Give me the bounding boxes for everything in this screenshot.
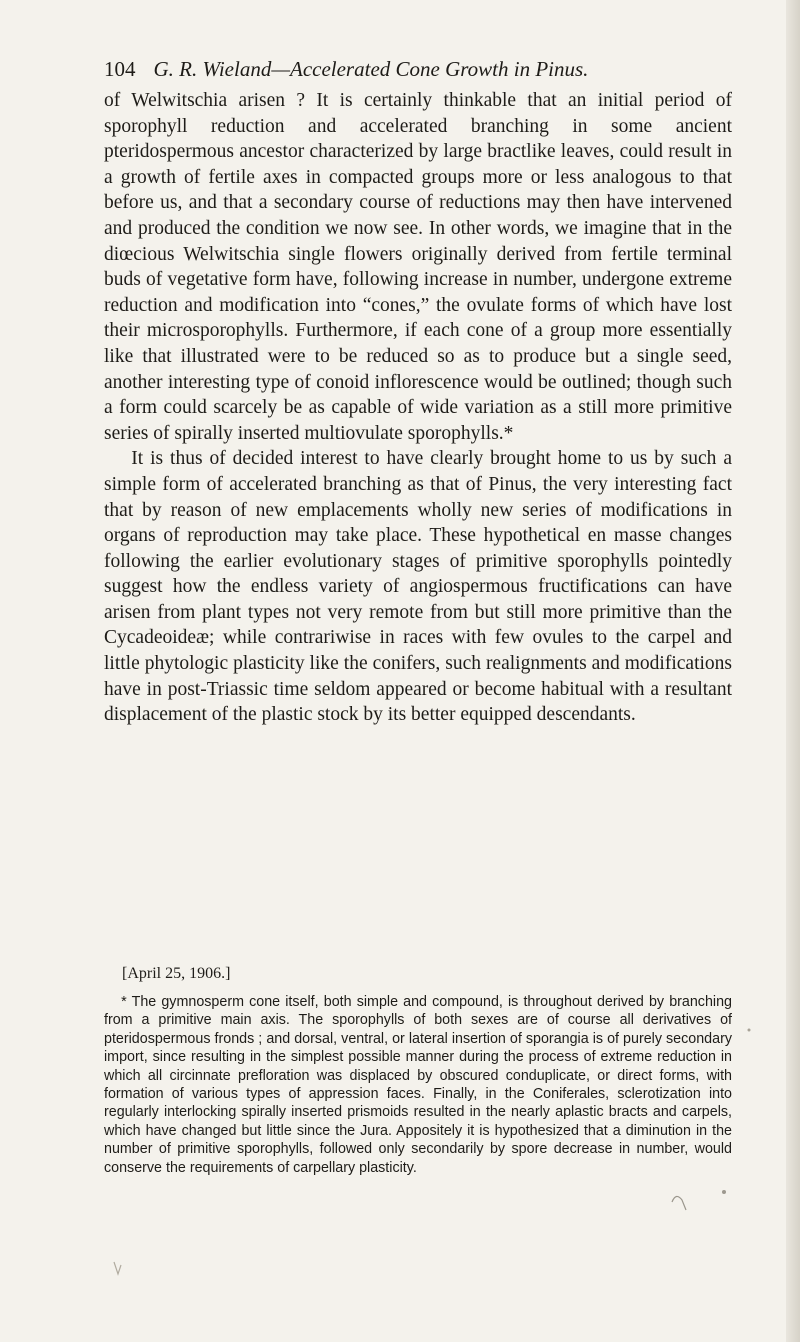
running-title: G. R. Wieland—Accelerated Cone Growth in Pinus.: [153, 57, 589, 81]
paragraph-1: of Welwitschia arisen ? It is certainly thinkable that an initial period of sporophyll reduction and accelerated branching in some ancient pteridospermous ancestor characterized by large bractlike leaves, could result in a growth of fertile axes in compacted groups more or less analogous to that before us, and that a secondary course of reductions may then have intervened and produced the condition we now see. In other words, we imagine that in the diœcious Welwitschia single flowers originally derived from fertile terminal buds of vegetative form have, following increase in number, undergone extreme reduction and modification into “cones,” the ovulate forms of which have lost their microsporophylls. Furthermore, if each cone of a group more essentially like that illustrated were to be reduced so as to produce but a single seed, another interesting type of conoid inflorescence would be outlined; though such a form could scarcely be as capable of wide variation as a still more primitive series of spirally inserted multiovulate sporophylls.*: [104, 90, 732, 444]
date-line: [April 25, 1906.]: [122, 965, 231, 982]
footnote-text: * The gymnosperm cone itself, both simple and compound, is throughout derived by branching from a primitive main axis. The sporophylls of both sexes are of course all derivatives of pteridospermous fronds ; and dorsal, ventral, or lateral insertion of sporangia is of purely secondary import, since resulting in the simplest possible manner during the process of extreme reduction in which all circinnate prefloration was displaced by obscured conduplicate, or direct forms, with formation of various types of appression faces. Finally, in the Coniferales, sclerotization into regularly interlocking spirally inserted prismoids resulted in the nearly aplastic bracts and carpels, which have changed but little since the Jura. Appositely it is hypothesized that a diminution in the number of primitive sporophylls, followed only secondarily by spore decrease in number, would conserve the requirements of carpellary plasticity.: [104, 994, 732, 1176]
paragraph-2: It is thus of decided interest to have clearly brought home to us by such a simple form of accelerated branching as that of Pinus, the very interesting fact that by reason of new emplacements wholly new series of modifications in organs of reproduction may take place. These hypothetical en masse changes following the earlier evolutionary stages of primitive sporophylls pointedly suggest how the endless variety of angiospermous fructifications can have arisen from plant types not very remote from but still more primitive than the Cycadeoideæ; while contrariwise in races with few ovules to the carpel and little phytologic plasticity like the conifers, such realignments and modifications have in post-Triassic time seldom appeared or become habitual with a resultant displacement of the plastic stock by its better equipped descendants.: [104, 448, 732, 726]
page-number: 104: [104, 57, 136, 81]
